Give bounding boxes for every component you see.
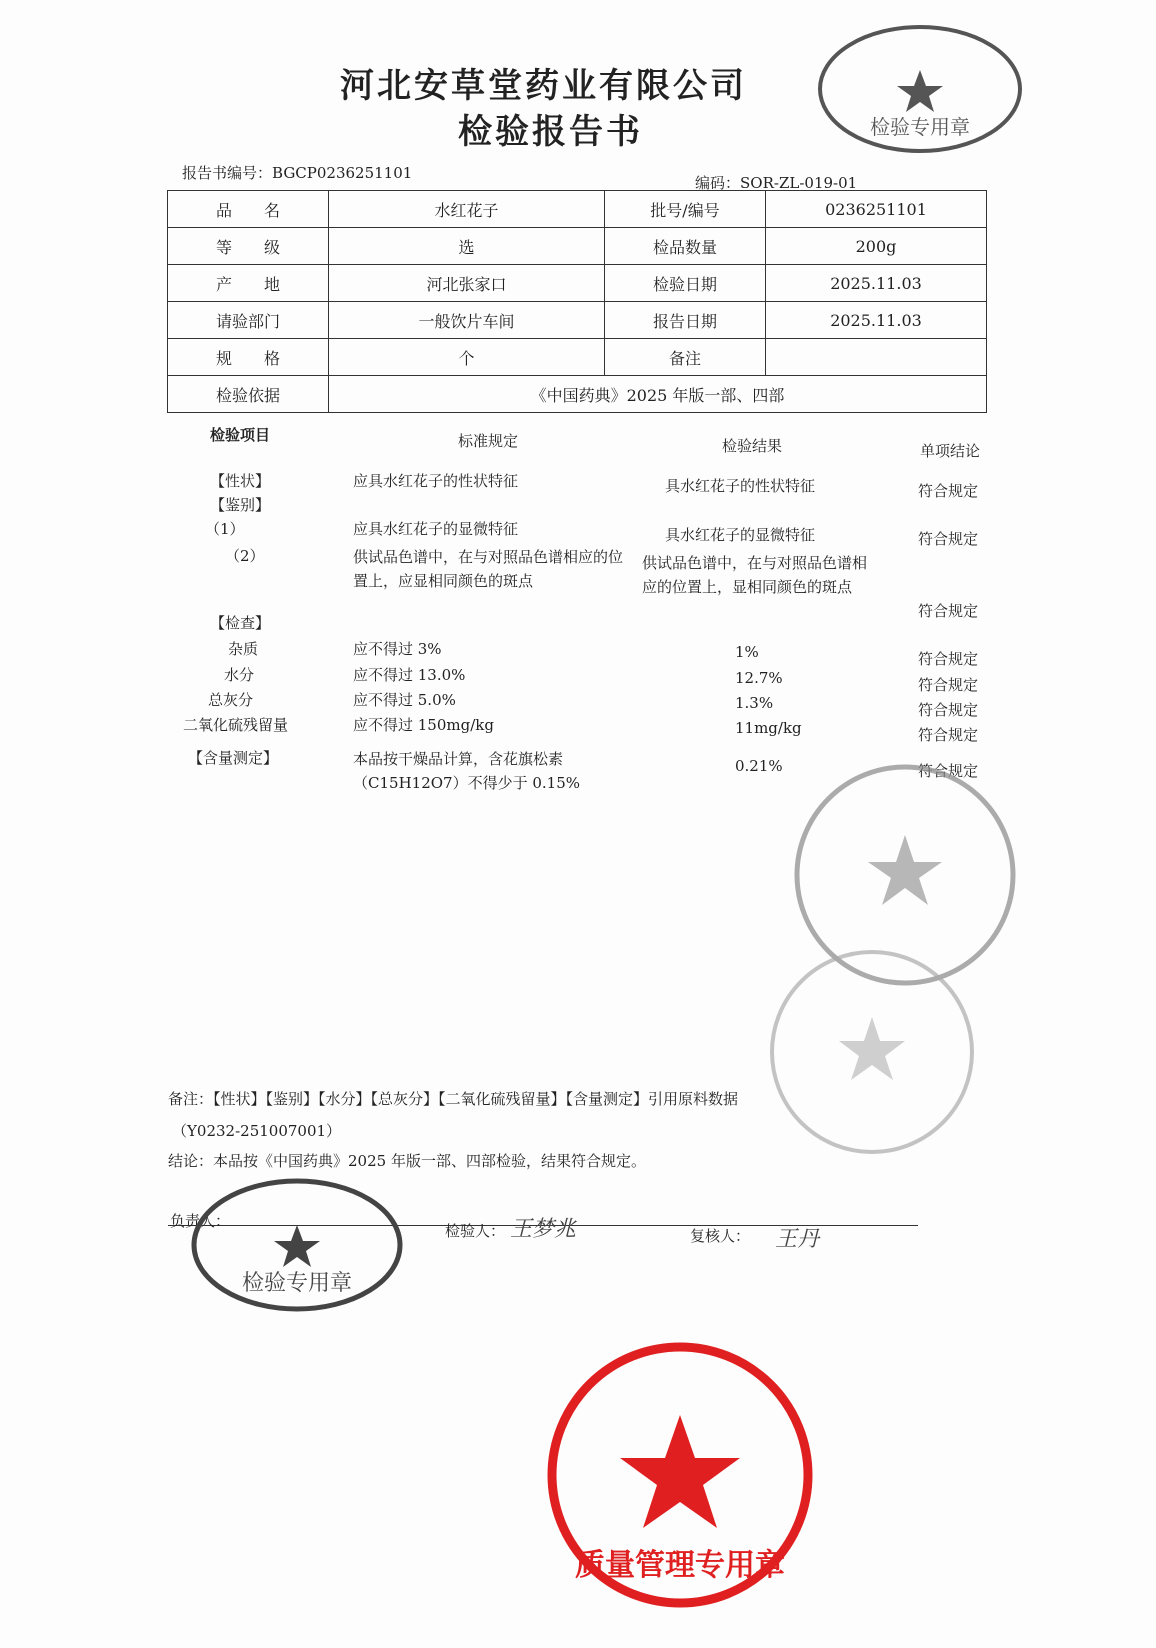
result-item: （1） (205, 520, 245, 538)
inspector-signature: 王梦兆 (510, 1217, 577, 1242)
origin-value: 河北张家口 (329, 265, 605, 302)
result-standard: 应具水红花子的显微特征 (353, 520, 519, 538)
remark-label: 备注 (605, 339, 766, 376)
result-item: 杂质 (228, 640, 259, 658)
report-number-label: 报告书编号： (182, 164, 273, 182)
result-standard: 供试品色谱中，在与对照品色谱相应的位置上，应显相同颜色的斑点 (353, 548, 624, 590)
responsible-label: 负责人： (170, 1212, 231, 1230)
result-item: 二氧化硫残留量 (183, 716, 289, 734)
company-stamp-faded (765, 945, 980, 1160)
result-standard: 应不得过 150mg/kg (353, 716, 494, 734)
col-item-header: 检验项目 (210, 426, 271, 444)
report-title: 检验报告书 (458, 112, 643, 152)
result-conclusion: 符合规定 (918, 530, 979, 548)
result-standard: 应具水红花子的性状特征 (353, 472, 519, 490)
spec-label: 规 格 (168, 339, 329, 376)
result-item: （2） (225, 547, 265, 565)
result-item: 【检查】 (210, 614, 271, 632)
product-label: 品 名 (168, 191, 329, 228)
result-item: 总灰分 (208, 691, 254, 709)
result-conclusion: 符合规定 (918, 701, 979, 719)
qty-value: 200g (766, 228, 987, 265)
result-conclusion: 符合规定 (918, 676, 979, 694)
result-conclusion: 符合规定 (918, 482, 979, 500)
info-table (167, 190, 987, 413)
result-item: 【鉴别】 (210, 496, 271, 514)
result-value: 0.21% (735, 757, 783, 775)
grade-value: 选 (329, 228, 605, 265)
grade-label: 等 级 (168, 228, 329, 265)
basis-label: 检验依据 (168, 376, 329, 413)
svg-text:检验专用章: 检验专用章 (870, 115, 970, 139)
result-standard: 应不得过 5.0% (353, 691, 456, 709)
result-value: 供试品色谱中，在与对照品色谱相应的位置上，显相同颜色的斑点 (642, 554, 868, 596)
batch-label: 批号/编号 (605, 191, 766, 228)
result-item: 水分 (224, 666, 255, 684)
report-date-label: 报告日期 (605, 302, 766, 339)
inspection-stamp-bottom (190, 1175, 405, 1315)
svg-text:检验专用章: 检验专用章 (241, 1271, 353, 1296)
report-number-value: BGCP0236251101 (272, 164, 413, 182)
spec-value: 个 (329, 339, 605, 376)
footer-conclusion: 结论：本品按《中国药典》2025 年版一部、四部检验，结果符合规定。 (168, 1152, 646, 1170)
result-item: 【性状】 (210, 472, 271, 490)
result-conclusion: 符合规定 (918, 726, 979, 744)
company-name: 河北安草堂药业有限公司 (340, 66, 747, 106)
doc-code-value: SOR-ZL-019-01 (740, 174, 858, 192)
inspector-label: 检验人： (445, 1222, 506, 1240)
result-value: 具水红花子的显微特征 (665, 526, 816, 544)
test-date-value: 2025.11.03 (766, 265, 987, 302)
origin-label: 产 地 (168, 265, 329, 302)
report-number (182, 162, 412, 183)
footer-note-ref: （Y0232-251007001） (172, 1122, 342, 1140)
inspection-stamp-top (815, 22, 1025, 157)
dept-label: 请验部门 (168, 302, 329, 339)
col-conclusion-header: 单项结论 (920, 442, 981, 460)
test-date-label: 检验日期 (605, 265, 766, 302)
result-value: 1% (735, 643, 759, 661)
doc-code-label: 编码： (695, 174, 741, 192)
svg-text:质量管理专用章: 质量管理专用章 (575, 1548, 785, 1583)
dept-value: 一般饮片车间 (329, 302, 605, 339)
col-standard-header: 标准规定 (458, 432, 519, 450)
basis-value: 《中国药典》2025 年版一部、四部 (329, 376, 987, 413)
result-item: 【含量测定】 (188, 749, 279, 767)
result-value: 具水红花子的性状特征 (665, 477, 816, 495)
result-value: 12.7% (735, 669, 783, 687)
product-value: 水红花子 (329, 191, 605, 228)
reviewer-label: 复核人： (690, 1227, 751, 1245)
result-standard: 应不得过 13.0% (353, 666, 466, 684)
result-standard: 本品按干燥品计算，含花旗松素（C15H12O7）不得少于 0.15% (353, 750, 580, 792)
quality-stamp-red (545, 1340, 815, 1610)
result-conclusion: 符合规定 (918, 602, 979, 620)
result-conclusion: 符合规定 (918, 762, 979, 780)
result-value: 11mg/kg (735, 719, 802, 737)
result-value: 1.3% (735, 694, 774, 712)
reviewer-signature: 王丹 (775, 1227, 820, 1252)
remark-value (766, 339, 987, 376)
result-standard: 应不得过 3% (353, 640, 442, 658)
result-conclusion: 符合规定 (918, 650, 979, 668)
report-date-value: 2025.11.03 (766, 302, 987, 339)
footer-note: 备注：【性状】【鉴别】【水分】【总灰分】【二氧化硫残留量】【含量测定】引用原料数据 (168, 1090, 739, 1108)
batch-value: 0236251101 (766, 191, 987, 228)
qty-label: 检品数量 (605, 228, 766, 265)
col-result-header: 检验结果 (722, 437, 783, 455)
